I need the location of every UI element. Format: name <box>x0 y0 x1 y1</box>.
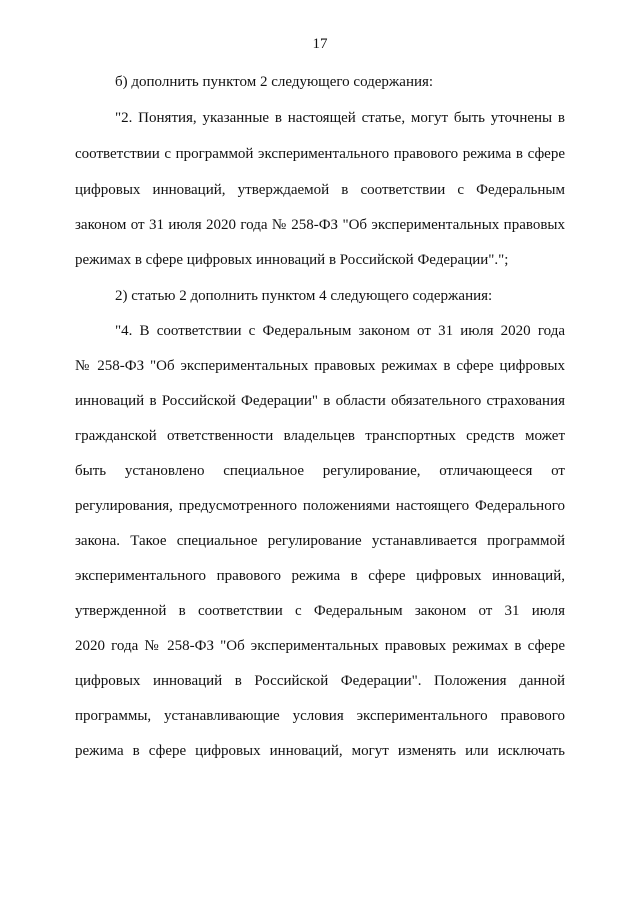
text-line: режима в сфере цифровых инноваций, могут изменять или исключать <box>75 743 565 759</box>
text-line: экспериментального правового режима в сфере цифровых инноваций, <box>75 568 565 584</box>
text-line: регулирования, предусмотренного положениями настоящего Федерального <box>75 498 565 514</box>
text-line: быть установлено специальное регулирование, отличающееся от <box>75 463 565 479</box>
text-line: закона. Такое специальное регулирование устанавливается программой <box>75 533 565 549</box>
text-line: программы, устанавливающие условия экспериментального правового <box>75 708 565 724</box>
text-line: гражданской ответственности владельцев транспортных средств может <box>75 428 565 444</box>
text-line: б) дополнить пунктом 2 следующего содержания: <box>115 74 434 90</box>
text-line: 2) статью 2 дополнить пунктом 4 следующего содержания: <box>115 288 493 304</box>
text-line: 2020 года № 258-ФЗ "Об экспериментальных правовых режимах в сфере <box>75 638 565 654</box>
text-line: "2. Понятия, указанные в настоящей статье, могут быть уточнены в <box>115 110 565 126</box>
text-line: "4. В соответствии с Федеральным законом от 31 июля 2020 года <box>115 323 565 339</box>
text-line: утвержденной в соответствии с Федеральным законом от 31 июля <box>75 603 565 619</box>
text-line: соответствии с программой экспериментального правового режима в сфере <box>75 146 565 162</box>
text-line: цифровых инноваций в Российской Федерации". Положения данной <box>75 673 565 689</box>
text-line: законом от 31 июля 2020 года № 258-ФЗ "Об экспериментальных правовых <box>75 217 565 233</box>
page-number: 17 <box>312 36 328 52</box>
text-line: цифровых инноваций, утверждаемой в соответствии с Федеральным <box>75 182 565 198</box>
text-line: инноваций в Российской Федерации" в области обязательного страхования <box>75 393 565 409</box>
text-line: № 258-ФЗ "Об экспериментальных правовых режимах в сфере цифровых <box>75 358 565 374</box>
text-line: режимах в сфере цифровых инноваций в Российской Федерации"."; <box>75 252 509 268</box>
